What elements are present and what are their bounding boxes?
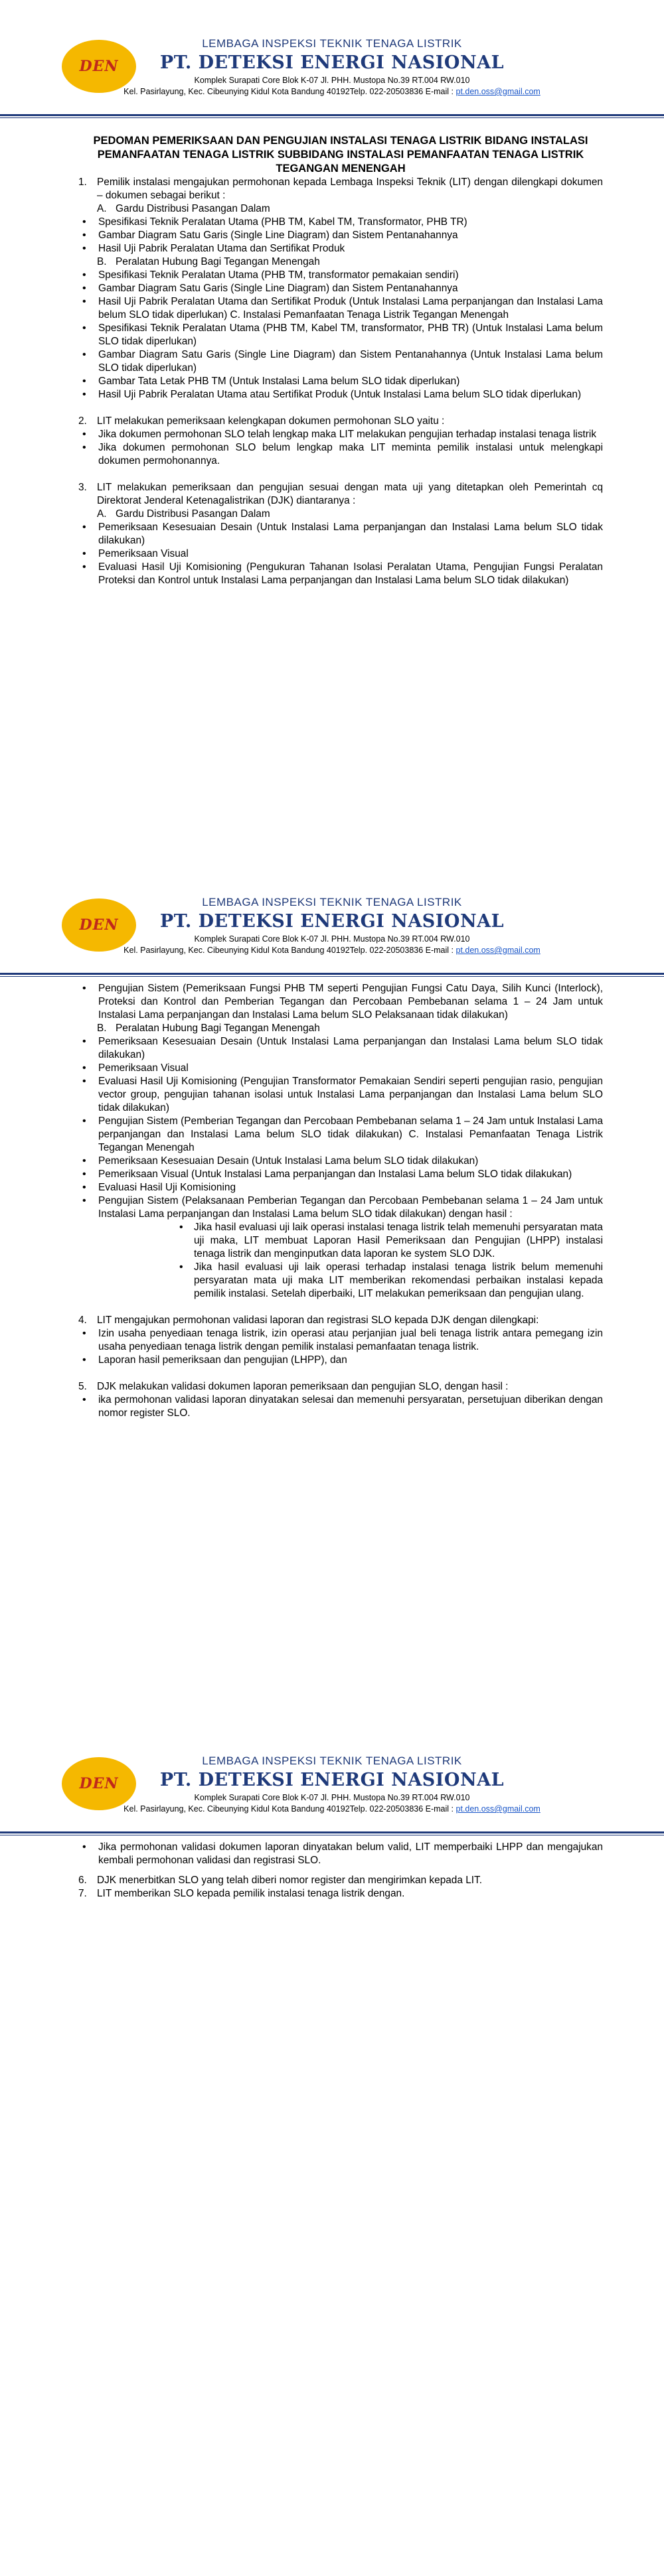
list-item: • Pengujian Sistem (Pelaksanaan Pemberian Tegangan dan Percobaan Pembebanan selama 1 – 24 Jam untuk Instalasi Lama perpanjangan dan Instalasi Lama belum SLO tidak dilakukan) dengan hasil : [78, 1194, 603, 1221]
org-line: LEMBAGA INSPEKSI TEKNIK TENAGA LISTRIK [202, 37, 462, 50]
logo-text: DEN [79, 1775, 119, 1792]
address-text: Kel. Pasirlayung, Kec. Cibeunying Kidul Kota Bandung 40192Telp. 022-20503836 E-mail : [124, 87, 456, 96]
letterhead [0, 0, 664, 109]
section-label: B. [97, 256, 107, 267]
logo-text: DEN [79, 58, 119, 75]
item-3-b-list [78, 1035, 603, 1221]
item-1-number: 1. [78, 177, 87, 188]
section-title: Gardu Distribusi Pasangan Dalam [116, 508, 270, 520]
list-item: • Spesifikasi Teknik Peralatan Utama (PHB TM, Kabel TM, Transformator, PHB TR) [78, 216, 603, 229]
page-3-content [78, 1841, 603, 1900]
page-1-content [78, 134, 603, 587]
list-item: • Pemeriksaan Visual [78, 547, 603, 561]
list-item: • Hasil Uji Pabrik Peralatan Utama atau Sertifikat Produk (Untuk Instalasi Lama belum SLO tidak diperlukan) [78, 388, 603, 401]
letterhead [0, 859, 664, 968]
item-1 [78, 176, 603, 202]
list-item: • Spesifikasi Teknik Peralatan Utama (PHB TM, Kabel TM, transformator, PHB TR) (Untuk Instalasi Lama belum SLO tidak diperlukan) [78, 322, 603, 348]
item-4 [78, 1314, 603, 1327]
list-item: • Evaluasi Hasil Uji Komisioning (Pengukuran Tahanan Isolasi Peralatan Utama, Pengujian Fungsi Peralatan Proteksi dan Kontrol untuk Instalasi Lama perpanjangan dan Instalasi Lama belum SLO tidak dilakukan) [78, 561, 603, 587]
list-item: • Pemeriksaan Kesesuaian Desain (Untuk Instalasi Lama perpanjangan dan Instalasi Lama belum SLO tidak dilakukan) [78, 521, 603, 547]
list-item: • Gambar Diagram Satu Garis (Single Line Diagram) dan Sistem Pentanahannya [78, 229, 603, 242]
letterhead-text [86, 37, 578, 96]
page-2 [0, 859, 664, 1717]
item-5-list [78, 1394, 603, 1420]
item-3-result-list [179, 1221, 603, 1301]
item-5 [78, 1380, 603, 1394]
list-item: • Hasil Uji Pabrik Peralatan Utama dan Sertifikat Produk (Untuk Instalasi Lama perpanjangan dan Instalasi Lama belum SLO tidak diperlukan) C. Instalasi Pemanfaatan Tenaga Listrik Tegangan Menengah [78, 295, 603, 322]
address-line-2 [86, 87, 578, 96]
list-item: • Jika hasil evaluasi uji laik operasi instalasi tenaga listrik telah memenuhi persyaratan mata uji maka, LIT membuat Laporan Hasil Pemeriksaan dan Pengujian (LHPP) instalasi tenaga listrik dan menginputkan data laporan ke system SLO DJK. [179, 1221, 603, 1261]
header-divider [0, 114, 664, 116]
letterhead [0, 1717, 664, 1827]
list-item: • Pengujian Sistem (Pemeriksaan Fungsi PHB TM seperti Pengujian Fungsi Catu Daya, Silih Kunci (Interlock), Proteksi dan Kontrol dan Pemberian Tegangan dan Percobaan Pembebanan selama 1 – 24 Jam untuk Instalasi Lama perpanjangan dan Instalasi Lama belum SLO Pelaksanaan tidak dilakukan) [78, 982, 603, 1022]
logo-text: DEN [79, 916, 119, 934]
item-1-a-list [78, 216, 603, 255]
item-2-number: 2. [78, 415, 87, 427]
section-label: A. [97, 203, 107, 214]
header-divider [0, 1831, 664, 1833]
letterhead-text [86, 1754, 578, 1814]
company-name: PT. DETEKSI ENERGI NASIONAL [159, 911, 505, 932]
list-item: • ika permohonan validasi laporan dinyatakan selesai dan memenuhi persyaratan, persetujuan diberikan dengan nomor register SLO. [78, 1394, 603, 1420]
email-link[interactable]: pt.den.oss@gmail.com [456, 87, 540, 96]
item-1-section-b [97, 255, 603, 269]
item-3-a-list [78, 521, 603, 587]
item-6-number: 6. [78, 1875, 87, 1886]
page-2-content [78, 982, 603, 1420]
section-title: Gardu Distribusi Pasangan Dalam [116, 203, 270, 214]
item-1-b-list [78, 269, 603, 401]
list-item: • Pemeriksaan Visual [78, 1062, 603, 1075]
email-link[interactable]: pt.den.oss@gmail.com [456, 946, 540, 955]
org-line: LEMBAGA INSPEKSI TEKNIK TENAGA LISTRIK [202, 1754, 462, 1767]
address-line-1: Komplek Surapati Core Blok K-07 Jl. PHH. Mustopa No.39 RT.004 RW.010 [194, 1793, 470, 1802]
list-item: • Izin usaha penyediaan tenaga listrik, izin operasi atau perjanjian jual beli tenaga listrik antara pemegang izin usaha penyediaan tenaga listrik dengan pemilik instalasi pemanfaatan tenaga listrik. [78, 1327, 603, 1354]
list-item: • Evaluasi Hasil Uji Komisioning (Pengujian Transformator Pemakaian Sendiri seperti pengujian rasio, pengujian vector group, pengujian tahanan isolasi untuk Instalasi Lama perpanjangan dan Instalasi Lama belum SLO tidak dilakukan) [78, 1075, 603, 1115]
company-name: PT. DETEKSI ENERGI NASIONAL [159, 1770, 505, 1790]
list-item: • Jika dokumen permohonan SLO telah lengkap maka LIT melakukan pengujian terhadap instalasi tenaga listrik [78, 428, 603, 441]
item-4-text: LIT mengajukan permohonan validasi laporan dan registrasi SLO kepada DJK dengan dilengkapi: [97, 1315, 539, 1326]
address-line-1: Komplek Surapati Core Blok K-07 Jl. PHH. Mustopa No.39 RT.004 RW.010 [194, 934, 470, 944]
list-item: • Laporan hasil pemeriksaan dan pengujian (LHPP), dan [78, 1354, 603, 1367]
list-item: • Hasil Uji Pabrik Peralatan Utama dan Sertifikat Produk [78, 242, 603, 255]
list-item: • Gambar Diagram Satu Garis (Single Line Diagram) dan Sistem Pentanahannya (Untuk Instalasi Lama belum SLO tidak diperlukan) [78, 348, 603, 375]
item-1-section-a [97, 202, 603, 216]
item-3-section-a [97, 508, 603, 521]
item-2 [78, 415, 603, 428]
section-label: B. [97, 1023, 107, 1034]
list-item: • Gambar Tata Letak PHB TM (Untuk Instalasi Lama belum SLO tidak diperlukan) [78, 375, 603, 388]
item-5-number: 5. [78, 1381, 87, 1392]
item-6 [78, 1874, 603, 1887]
address-text: Kel. Pasirlayung, Kec. Cibeunying Kidul Kota Bandung 40192Telp. 022-20503836 E-mail : [124, 946, 456, 955]
section-label: A. [97, 508, 107, 520]
item-6-text: DJK menerbitkan SLO yang telah diberi nomor register dan mengirimkan kepada LIT. [97, 1875, 483, 1886]
header-divider-thin [0, 976, 664, 977]
company-name: PT. DETEKSI ENERGI NASIONAL [159, 52, 505, 73]
list-item: • Pemeriksaan Visual (Untuk Instalasi Lama perpanjangan dan Instalasi Lama belum SLO tidak dilakukan) [78, 1168, 603, 1181]
page-3 [0, 1717, 664, 2576]
item-7-text: LIT memberikan SLO kepada pemilik instalasi tenaga listrik dengan. [97, 1888, 405, 1899]
item-3-section-b [97, 1022, 603, 1035]
address-line-1: Komplek Surapati Core Blok K-07 Jl. PHH. Mustopa No.39 RT.004 RW.010 [194, 76, 470, 85]
item-2-list [78, 428, 603, 468]
letterhead-text [86, 896, 578, 955]
org-line: LEMBAGA INSPEKSI TEKNIK TENAGA LISTRIK [202, 896, 462, 908]
item-4-list [78, 1327, 603, 1367]
list-item: • Pengujian Sistem (Pemberian Tegangan dan Percobaan Pembebanan selama 1 – 24 Jam untuk Instalasi Lama perpanjangan dan Instalasi Lama belum SLO tidak dilakukan) C. Instalasi Pemanfaatan Tenaga Listrik Tegangan Menengah [78, 1115, 603, 1155]
list-item: • Jika dokumen permohonan SLO belum lengkap maka LIT meminta pemilik instalasi untuk melengkapi dokumen permohonannya. [78, 441, 603, 468]
item-3-text: LIT melakukan pemeriksaan dan pengujian sesuai dengan mata uji yang ditetapkan oleh Pemerintah cq Direktorat Jenderal Ketenagalistrikan (DJK) diantaranya : [97, 482, 603, 506]
item-1-text: Pemilik instalasi mengajukan permohonan kepada Lembaga Inspeksi Teknik (LIT) dengan dilengkapi dokumen – dokumen sebagai berikut : [97, 177, 603, 201]
item-2-text: LIT melakukan pemeriksaan kelengkapan dokumen permohonan SLO yaitu : [97, 415, 445, 427]
item-3-a-list-cont [78, 982, 603, 1022]
address-line-2 [86, 946, 578, 955]
section-title: Peralatan Hubung Bagi Tegangan Menengah [116, 1023, 320, 1034]
list-item: • Pemeriksaan Kesesuaian Desain (Untuk Instalasi Lama perpanjangan dan Instalasi Lama belum SLO tidak dilakukan) [78, 1035, 603, 1062]
address-text: Kel. Pasirlayung, Kec. Cibeunying Kidul Kota Bandung 40192Telp. 022-20503836 E-mail : [124, 1804, 456, 1814]
header-divider-thin [0, 117, 664, 118]
item-5-list-cont [78, 1841, 603, 1867]
document-title: PEDOMAN PEMERIKSAAN DAN PENGUJIAN INSTALASI TENAGA LISTRIK BIDANG INSTALASI PEMANFAATAN TENAGA LISTRIK SUBBIDANG INSTALASI PEMANFAATAN TENAGA LISTRIK TEGANGAN MENENGAH [93, 135, 588, 175]
item-5-text: DJK melakukan validasi dokumen laporan pemeriksaan dan pengujian SLO, dengan hasil : [97, 1381, 509, 1392]
item-7-number: 7. [78, 1888, 87, 1899]
list-item: • Jika hasil evaluasi uji laik operasi terhadap instalasi tenaga listrik belum memenuhi persyaratan mata uji maka LIT memberikan rekomendasi perbaikan instalasi kepada pemilik instalasi. Setelah diperbaiki, LIT melakukan pemeriksaan dan pengujian ulang. [179, 1261, 603, 1301]
list-item: • Evaluasi Hasil Uji Komisioning [78, 1181, 603, 1194]
section-title: Peralatan Hubung Bagi Tegangan Menengah [116, 256, 320, 267]
page-1 [0, 0, 664, 859]
list-item: • Gambar Diagram Satu Garis (Single Line Diagram) dan Sistem Pentanahannya [78, 282, 603, 295]
list-item: • Jika permohonan validasi dokumen laporan dinyatakan belum valid, LIT memperbaiki LHPP dan mengajukan kembali permohonan validasi dan registrasi SLO. [78, 1841, 603, 1867]
address-line-2 [86, 1804, 578, 1814]
item-7 [78, 1887, 603, 1900]
header-divider [0, 973, 664, 975]
item-4-number: 4. [78, 1315, 87, 1326]
list-item: • Pemeriksaan Kesesuaian Desain (Untuk Instalasi Lama belum SLO tidak dilakukan) [78, 1155, 603, 1168]
email-link[interactable]: pt.den.oss@gmail.com [456, 1804, 540, 1814]
list-item: • Spesifikasi Teknik Peralatan Utama (PHB TM, transformator pemakaian sendiri) [78, 269, 603, 282]
item-3-number: 3. [78, 482, 87, 493]
item-3 [78, 481, 603, 508]
